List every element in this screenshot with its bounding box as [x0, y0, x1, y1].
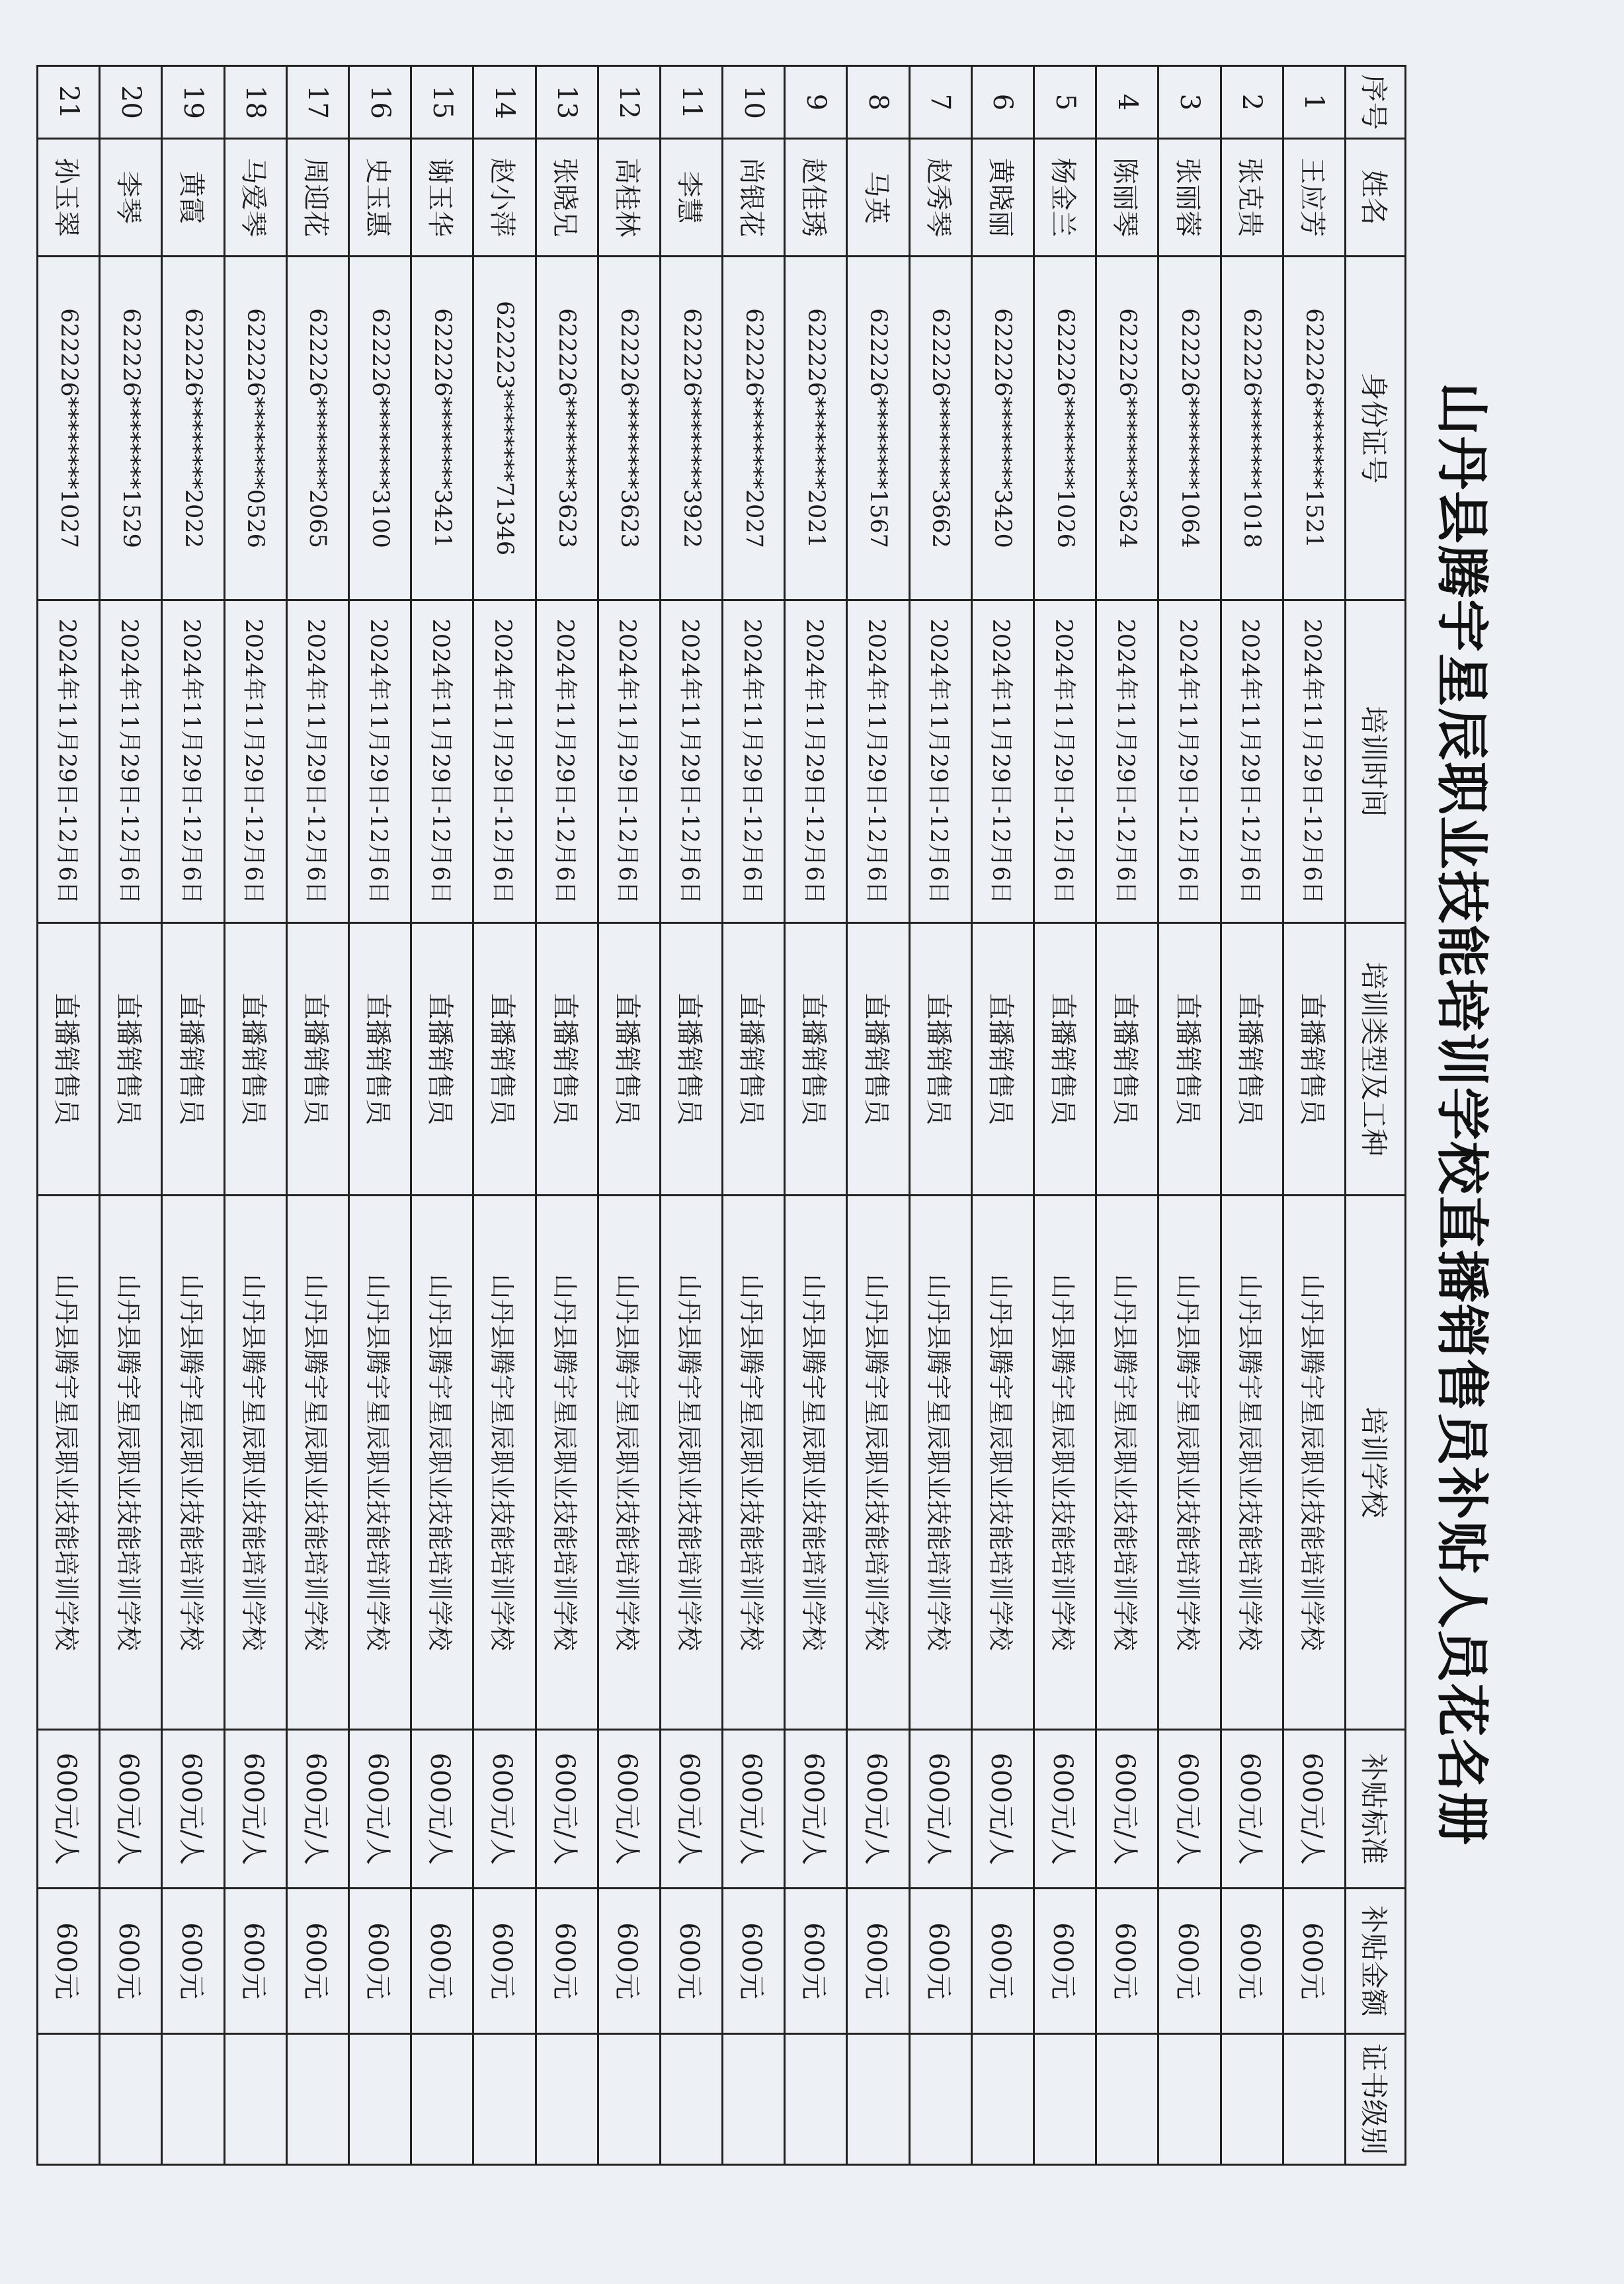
table-row	[224, 66, 286, 2165]
cell-certificate-level	[224, 2034, 286, 2165]
cell-no: 6	[971, 66, 1034, 139]
document-title: 山丹县腾宇星辰职业技能培训学校直播销售员补贴人员花名册	[1431, 382, 1494, 1846]
table-row	[723, 66, 785, 2165]
cell-subsidy-standard: 600元/人	[286, 1730, 348, 1889]
cell-school: 山丹县腾宇星辰职业技能培训学校	[785, 1196, 847, 1730]
cell-school: 山丹县腾宇星辰职业技能培训学校	[909, 1196, 971, 1730]
cell-subsidy-amount: 600元	[473, 1889, 536, 2034]
cell-certificate-level	[100, 2034, 162, 2165]
header-subsidy-amount: 补贴金额	[1346, 1889, 1406, 2034]
cell-school: 山丹县腾宇星辰职业技能培训学校	[536, 1196, 598, 1730]
cell-training-type: 直播销售员	[473, 923, 536, 1196]
cell-certificate-level	[349, 2034, 411, 2165]
cell-certificate-level	[1034, 2034, 1096, 2165]
cell-name: 马爱琴	[224, 139, 286, 257]
cell-training-type: 直播销售员	[38, 923, 100, 1196]
cell-certificate-level	[473, 2034, 536, 2165]
cell-no: 14	[473, 66, 536, 139]
cell-certificate-level	[785, 2034, 847, 2165]
cell-training-time: 2024年11月29日-12月6日	[286, 600, 348, 923]
cell-no: 13	[536, 66, 598, 139]
cell-school: 山丹县腾宇星辰职业技能培训学校	[162, 1196, 224, 1730]
cell-no: 4	[1096, 66, 1158, 139]
cell-no: 3	[1158, 66, 1221, 139]
header-name: 姓名	[1346, 139, 1406, 257]
table-row	[349, 66, 411, 2165]
cell-name: 周迎花	[286, 139, 348, 257]
cell-name: 王应芳	[1283, 139, 1345, 257]
cell-id-number: 622226********1018	[1221, 257, 1283, 600]
cell-school: 山丹县腾宇星辰职业技能培训学校	[847, 1196, 909, 1730]
cell-school: 山丹县腾宇星辰职业技能培训学校	[38, 1196, 100, 1730]
cell-school: 山丹县腾宇星辰职业技能培训学校	[660, 1196, 722, 1730]
cell-training-type: 直播销售员	[100, 923, 162, 1196]
cell-subsidy-amount: 600元	[785, 1889, 847, 2034]
cell-certificate-level	[162, 2034, 224, 2165]
cell-school: 山丹县腾宇星辰职业技能培训学校	[349, 1196, 411, 1730]
table-row	[411, 66, 473, 2165]
cell-training-time: 2024年11月29日-12月6日	[100, 600, 162, 923]
cell-training-time: 2024年11月29日-12月6日	[224, 600, 286, 923]
cell-school: 山丹县腾宇星辰职业技能培训学校	[1158, 1196, 1221, 1730]
cell-school: 山丹县腾宇星辰职业技能培训学校	[723, 1196, 785, 1730]
cell-name: 杨金兰	[1034, 139, 1096, 257]
cell-id-number: 622226********1064	[1158, 257, 1221, 600]
cell-name: 孙玉翠	[38, 139, 100, 257]
cell-training-type: 直播销售员	[909, 923, 971, 1196]
table-row	[598, 66, 660, 2165]
cell-training-time: 2024年11月29日-12月6日	[598, 600, 660, 923]
cell-certificate-level	[723, 2034, 785, 2165]
cell-subsidy-amount: 600元	[286, 1889, 348, 2034]
cell-certificate-level	[38, 2034, 100, 2165]
cell-id-number: 622226********2021	[785, 257, 847, 600]
cell-no: 16	[349, 66, 411, 139]
cell-training-time: 2024年11月29日-12月6日	[1283, 600, 1345, 923]
cell-training-type: 直播销售员	[785, 923, 847, 1196]
table-row	[473, 66, 536, 2165]
cell-training-type: 直播销售员	[224, 923, 286, 1196]
cell-name: 谢玉华	[411, 139, 473, 257]
cell-school: 山丹县腾宇星辰职业技能培训学校	[1096, 1196, 1158, 1730]
cell-subsidy-standard: 600元/人	[162, 1730, 224, 1889]
cell-certificate-level	[909, 2034, 971, 2165]
cell-school: 山丹县腾宇星辰职业技能培训学校	[971, 1196, 1034, 1730]
cell-training-time: 2024年11月29日-12月6日	[785, 600, 847, 923]
cell-name: 张晓兄	[536, 139, 598, 257]
cell-training-time: 2024年11月29日-12月6日	[1034, 600, 1096, 923]
cell-certificate-level	[286, 2034, 348, 2165]
cell-no: 10	[723, 66, 785, 139]
cell-no: 12	[598, 66, 660, 139]
cell-training-type: 直播销售员	[847, 923, 909, 1196]
cell-subsidy-standard: 600元/人	[660, 1730, 722, 1889]
cell-id-number: 622226********1026	[1034, 257, 1096, 600]
cell-name: 马英	[847, 139, 909, 257]
table-row	[536, 66, 598, 2165]
cell-subsidy-amount: 600元	[1096, 1889, 1158, 2034]
cell-name: 李慧	[660, 139, 722, 257]
table-row	[100, 66, 162, 2165]
cell-subsidy-standard: 600元/人	[909, 1730, 971, 1889]
cell-name: 赵小萍	[473, 139, 536, 257]
cell-no: 9	[785, 66, 847, 139]
cell-school: 山丹县腾宇星辰职业技能培训学校	[1283, 1196, 1345, 1730]
table-row	[1221, 66, 1283, 2165]
cell-id-number: 622223********71346	[473, 257, 536, 600]
table-header-row	[1346, 66, 1406, 2165]
cell-training-time: 2024年11月29日-12月6日	[660, 600, 722, 923]
cell-school: 山丹县腾宇星辰职业技能培训学校	[473, 1196, 536, 1730]
cell-school: 山丹县腾宇星辰职业技能培训学校	[1034, 1196, 1096, 1730]
table-row	[785, 66, 847, 2165]
cell-training-time: 2024年11月29日-12月6日	[38, 600, 100, 923]
cell-certificate-level	[536, 2034, 598, 2165]
cell-training-time: 2024年11月29日-12月6日	[1158, 600, 1221, 923]
cell-training-type: 直播销售员	[723, 923, 785, 1196]
table-row	[909, 66, 971, 2165]
cell-training-time: 2024年11月29日-12月6日	[536, 600, 598, 923]
table-row	[660, 66, 722, 2165]
cell-training-type: 直播销售员	[1283, 923, 1345, 1196]
cell-no: 7	[909, 66, 971, 139]
cell-training-time: 2024年11月29日-12月6日	[723, 600, 785, 923]
cell-id-number: 622226********2065	[286, 257, 348, 600]
cell-no: 18	[224, 66, 286, 139]
cell-certificate-level	[847, 2034, 909, 2165]
cell-id-number: 622226********3420	[971, 257, 1034, 600]
cell-id-number: 622226********3100	[349, 257, 411, 600]
cell-no: 5	[1034, 66, 1096, 139]
cell-id-number: 622226********1529	[100, 257, 162, 600]
cell-certificate-level	[1096, 2034, 1158, 2165]
cell-subsidy-standard: 600元/人	[1221, 1730, 1283, 1889]
cell-training-type: 直播销售员	[1034, 923, 1096, 1196]
cell-certificate-level	[971, 2034, 1034, 2165]
cell-name: 张丽蓉	[1158, 139, 1221, 257]
cell-subsidy-amount: 600元	[349, 1889, 411, 2034]
cell-no: 21	[38, 66, 100, 139]
cell-subsidy-amount: 600元	[162, 1889, 224, 2034]
cell-training-type: 直播销售员	[411, 923, 473, 1196]
cell-name: 黄霞	[162, 139, 224, 257]
cell-certificate-level	[411, 2034, 473, 2165]
cell-no: 19	[162, 66, 224, 139]
cell-subsidy-amount: 600元	[598, 1889, 660, 2034]
table-row	[1158, 66, 1221, 2165]
cell-training-time: 2024年11月29日-12月6日	[1221, 600, 1283, 923]
cell-training-type: 直播销售员	[162, 923, 224, 1196]
rotated-document	[36, 65, 1516, 2164]
table-row	[1034, 66, 1096, 2165]
cell-subsidy-standard: 600元/人	[598, 1730, 660, 1889]
cell-subsidy-amount: 600元	[847, 1889, 909, 2034]
cell-id-number: 622226********1567	[847, 257, 909, 600]
cell-subsidy-standard: 600元/人	[38, 1730, 100, 1889]
table-row	[38, 66, 100, 2165]
cell-subsidy-amount: 600元	[411, 1889, 473, 2034]
cell-training-type: 直播销售员	[1096, 923, 1158, 1196]
table-row	[971, 66, 1034, 2165]
header-subsidy-standard: 补贴标准	[1346, 1730, 1406, 1889]
cell-subsidy-amount: 600元	[224, 1889, 286, 2034]
cell-subsidy-amount: 600元	[38, 1889, 100, 2034]
cell-subsidy-amount: 600元	[660, 1889, 722, 2034]
cell-school: 山丹县腾宇星辰职业技能培训学校	[286, 1196, 348, 1730]
cell-name: 陈丽琴	[1096, 139, 1158, 257]
cell-training-type: 直播销售员	[1221, 923, 1283, 1196]
cell-subsidy-standard: 600元/人	[847, 1730, 909, 1889]
cell-id-number: 622226********2022	[162, 257, 224, 600]
cell-subsidy-standard: 600元/人	[1158, 1730, 1221, 1889]
cell-name: 李琴	[100, 139, 162, 257]
cell-no: 20	[100, 66, 162, 139]
cell-certificate-level	[660, 2034, 722, 2165]
cell-subsidy-standard: 600元/人	[224, 1730, 286, 1889]
cell-school: 山丹县腾宇星辰职业技能培训学校	[100, 1196, 162, 1730]
cell-name: 黄晓丽	[971, 139, 1034, 257]
cell-id-number: 622226********3623	[598, 257, 660, 600]
table-row	[1096, 66, 1158, 2165]
cell-training-time: 2024年11月29日-12月6日	[349, 600, 411, 923]
cell-name: 尚银花	[723, 139, 785, 257]
cell-school: 山丹县腾宇星辰职业技能培训学校	[1221, 1196, 1283, 1730]
cell-subsidy-standard: 600元/人	[100, 1730, 162, 1889]
cell-id-number: 622226********2027	[723, 257, 785, 600]
cell-training-type: 直播销售员	[660, 923, 722, 1196]
cell-subsidy-standard: 600元/人	[411, 1730, 473, 1889]
cell-subsidy-standard: 600元/人	[785, 1730, 847, 1889]
cell-subsidy-amount: 600元	[100, 1889, 162, 2034]
header-training-time: 培训时间	[1346, 600, 1406, 923]
cell-id-number: 622226********3922	[660, 257, 722, 600]
cell-subsidy-standard: 600元/人	[1096, 1730, 1158, 1889]
cell-training-time: 2024年11月29日-12月6日	[162, 600, 224, 923]
header-school: 培训学校	[1346, 1196, 1406, 1730]
header-certificate-level: 证书级别	[1346, 2034, 1406, 2165]
cell-no: 17	[286, 66, 348, 139]
cell-subsidy-amount: 600元	[1283, 1889, 1345, 2034]
cell-subsidy-standard: 600元/人	[473, 1730, 536, 1889]
cell-name: 高桂林	[598, 139, 660, 257]
cell-subsidy-amount: 600元	[1158, 1889, 1221, 2034]
cell-id-number: 622226********1027	[38, 257, 100, 600]
table-row	[1283, 66, 1345, 2165]
cell-id-number: 622226********3623	[536, 257, 598, 600]
cell-school: 山丹县腾宇星辰职业技能培训学校	[224, 1196, 286, 1730]
cell-id-number: 622226********3421	[411, 257, 473, 600]
cell-subsidy-standard: 600元/人	[536, 1730, 598, 1889]
cell-training-type: 直播销售员	[598, 923, 660, 1196]
header-training-type: 培训类型及工种	[1346, 923, 1406, 1196]
cell-training-time: 2024年11月29日-12月6日	[473, 600, 536, 923]
table-row	[286, 66, 348, 2165]
cell-training-time: 2024年11月29日-12月6日	[1096, 600, 1158, 923]
cell-subsidy-amount: 600元	[723, 1889, 785, 2034]
cell-no: 8	[847, 66, 909, 139]
cell-certificate-level	[598, 2034, 660, 2165]
cell-subsidy-standard: 600元/人	[971, 1730, 1034, 1889]
cell-training-type: 直播销售员	[536, 923, 598, 1196]
header-no: 序号	[1346, 66, 1406, 139]
cell-subsidy-standard: 600元/人	[1034, 1730, 1096, 1889]
cell-name: 张克贵	[1221, 139, 1283, 257]
table-row	[162, 66, 224, 2165]
cell-name: 史玉惠	[349, 139, 411, 257]
cell-training-time: 2024年11月29日-12月6日	[847, 600, 909, 923]
cell-training-type: 直播销售员	[971, 923, 1034, 1196]
cell-name: 赵秀琴	[909, 139, 971, 257]
cell-school: 山丹县腾宇星辰职业技能培训学校	[411, 1196, 473, 1730]
cell-id-number: 622226********3624	[1096, 257, 1158, 600]
cell-training-type: 直播销售员	[349, 923, 411, 1196]
cell-subsidy-standard: 600元/人	[1283, 1730, 1345, 1889]
cell-training-type: 直播销售员	[1158, 923, 1221, 1196]
roster-table	[36, 65, 1406, 2166]
cell-name: 赵佳琇	[785, 139, 847, 257]
cell-school: 山丹县腾宇星辰职业技能培训学校	[598, 1196, 660, 1730]
cell-certificate-level	[1221, 2034, 1283, 2165]
cell-certificate-level	[1158, 2034, 1221, 2165]
cell-training-time: 2024年11月29日-12月6日	[411, 600, 473, 923]
table-row	[847, 66, 909, 2165]
cell-training-time: 2024年11月29日-12月6日	[971, 600, 1034, 923]
cell-id-number: 622226********1521	[1283, 257, 1345, 600]
cell-subsidy-standard: 600元/人	[349, 1730, 411, 1889]
cell-subsidy-amount: 600元	[909, 1889, 971, 2034]
cell-subsidy-amount: 600元	[1034, 1889, 1096, 2034]
cell-subsidy-amount: 600元	[1221, 1889, 1283, 2034]
cell-no: 2	[1221, 66, 1283, 139]
cell-training-type: 直播销售员	[286, 923, 348, 1196]
cell-subsidy-amount: 600元	[971, 1889, 1034, 2034]
cell-subsidy-amount: 600元	[536, 1889, 598, 2034]
cell-certificate-level	[1283, 2034, 1345, 2165]
cell-subsidy-standard: 600元/人	[723, 1730, 785, 1889]
table-body	[38, 66, 1346, 2165]
cell-id-number: 622226********0526	[224, 257, 286, 600]
header-id-number: 身份证号	[1346, 257, 1406, 600]
cell-no: 11	[660, 66, 722, 139]
cell-training-time: 2024年11月29日-12月6日	[909, 600, 971, 923]
cell-no: 15	[411, 66, 473, 139]
cell-id-number: 622226********3662	[909, 257, 971, 600]
cell-no: 1	[1283, 66, 1345, 139]
